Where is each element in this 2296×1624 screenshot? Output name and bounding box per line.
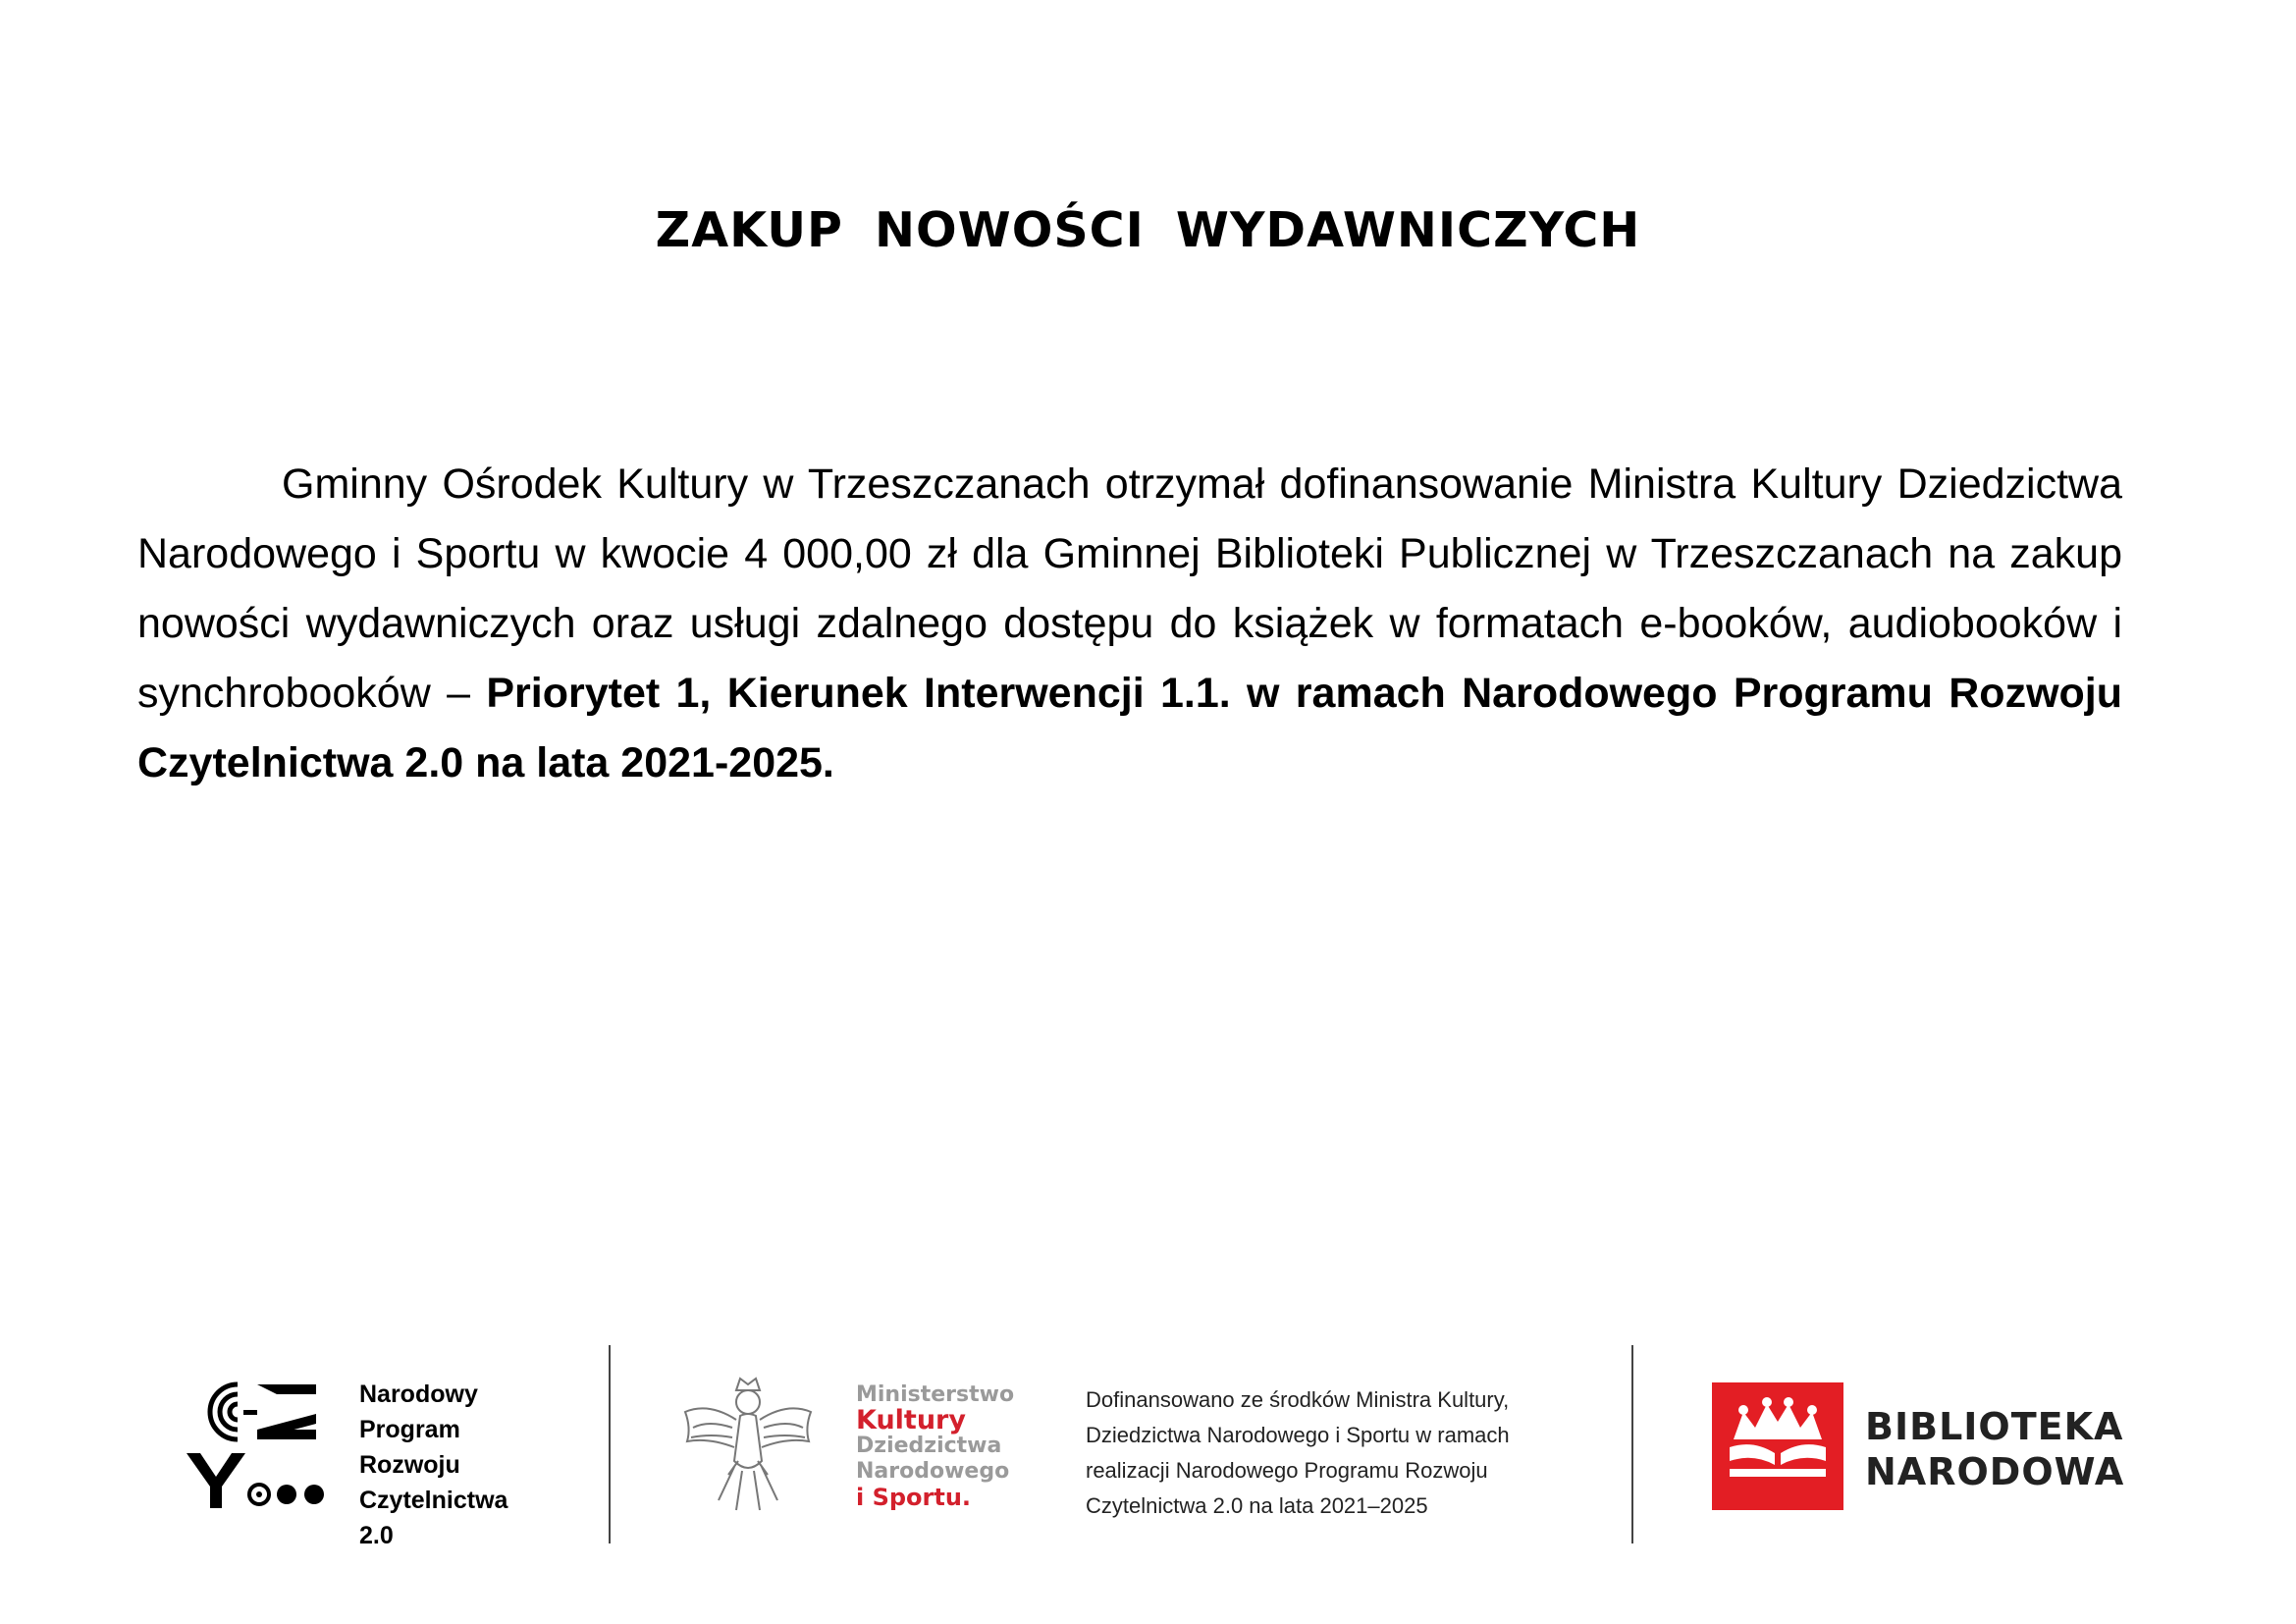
nprc-line: Rozwoju xyxy=(359,1451,460,1479)
funding-line: Dofinansowano ze środków Ministra Kultury, xyxy=(1086,1387,1510,1412)
biblioteka-narodowa-logo xyxy=(1712,1382,1843,1510)
nprc-line: Czytelnictwa xyxy=(359,1487,508,1514)
polish-eagle-emblem-icon xyxy=(679,1373,817,1520)
funding-line: Czytelnictwa 2.0 na lata 2021–2025 xyxy=(1086,1493,1428,1518)
paragraph-regular-text: Gminny Ośrodek Kultury w Trzeszczanach otrzymał dofinansowanie Ministra Kultury Dziedzictwa Narodowego i Sportu w kwocie 4 000,00 zł dla Gminnej Biblioteki Publicznej w Trzeszczanach na zakup nowości wydawniczych oraz usługi zdalnego dostępu do książek w formatach e-booków, audiobooków i synchrobooków – xyxy=(137,460,2122,717)
funding-statement xyxy=(1086,1382,1510,1524)
ministry-logo-text xyxy=(856,1382,1014,1510)
funding-line: Dziedzictwa Narodowego i Sportu w ramach xyxy=(1086,1423,1510,1447)
ministry-line: Narodowego xyxy=(856,1459,1010,1484)
page-title: ZAKUP NOWOŚCI WYDAWNICZYCH xyxy=(655,202,1641,258)
crown-book-icon xyxy=(1712,1382,1843,1510)
ministry-line: Dziedzictwa xyxy=(856,1434,1002,1458)
body-paragraph xyxy=(137,450,2122,798)
nprc-line: Narodowy xyxy=(359,1380,478,1408)
biblioteka-narodowa-text xyxy=(1865,1404,2124,1494)
funding-line: realizacji Narodowego Programu Rozwoju xyxy=(1086,1458,1488,1483)
footer-divider xyxy=(1631,1345,1633,1543)
footer-divider xyxy=(609,1345,611,1543)
ministry-line-highlight: Kultury xyxy=(856,1405,966,1435)
bn-line: BIBLIOTEKA xyxy=(1865,1405,2124,1448)
nprc-logo-text xyxy=(359,1377,507,1553)
bn-line: NARODOWA xyxy=(1865,1450,2125,1493)
ministry-line: Ministerstwo xyxy=(856,1382,1015,1407)
nprc-line: Program xyxy=(359,1416,460,1443)
ministry-line-highlight: i Sportu. xyxy=(856,1484,972,1511)
nprc-logo-icon xyxy=(187,1375,324,1512)
paragraph-bold-text: Priorytet 1, Kierunek Interwencji 1.1. w ramach Narodowego Programu Rozwoju Czytelnictwa 2.0 na lata 2021-2025. xyxy=(137,670,2123,786)
nprc-line: 2.0 xyxy=(359,1522,394,1549)
footer-logos xyxy=(0,1345,2296,1551)
